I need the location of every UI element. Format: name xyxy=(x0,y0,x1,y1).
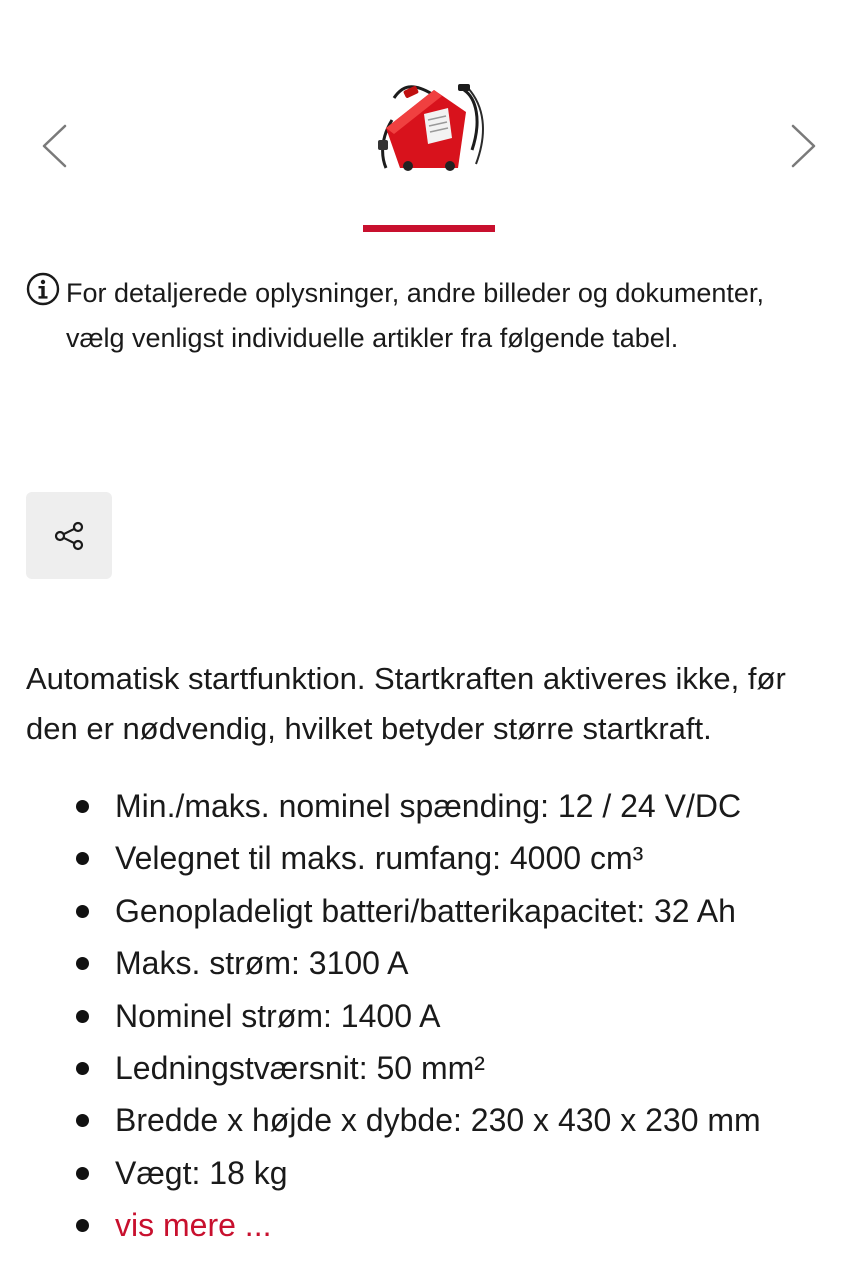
bullet-icon xyxy=(76,1219,89,1232)
info-note-line-2: vælg venligst individuelle artikler fra følgende tabel. xyxy=(66,323,679,353)
description-line-2: den er nødvendig, hvilket betyder større startkraft. xyxy=(26,711,712,746)
description-line-1: Automatisk startfunktion. Startkraften aktiveres ikke, før xyxy=(26,661,786,696)
product-description xyxy=(26,654,826,754)
feature-text: Min./maks. nominel spænding: 12 / 24 V/DC xyxy=(115,788,742,824)
product-image-carousel xyxy=(0,0,858,240)
bullet-icon xyxy=(76,852,89,865)
show-more-link[interactable]: vis mere ... xyxy=(115,1207,272,1244)
feature-item xyxy=(26,990,846,1042)
info-note-line-1: For detaljerede oplysninger, andre billeder og dokumenter, xyxy=(66,278,764,308)
feature-text: Nominel strøm: 1400 A xyxy=(115,997,441,1034)
battery-booster-image xyxy=(372,80,488,172)
share-button[interactable] xyxy=(26,492,112,579)
feature-text: Bredde x højde x dybde: 230 x 430 x 230 mm xyxy=(115,1102,761,1139)
info-icon xyxy=(26,272,60,306)
bullet-icon xyxy=(76,1010,89,1023)
feature-item xyxy=(26,885,846,937)
carousel-active-indicator xyxy=(363,225,495,232)
chevron-left-icon xyxy=(39,123,69,169)
product-thumbnail[interactable] xyxy=(372,80,488,172)
feature-text: Genopladeligt batteri/batterikapacitet: 32 Ah xyxy=(115,892,736,929)
feature-list xyxy=(26,780,846,1252)
feature-item xyxy=(26,1094,846,1146)
feature-item xyxy=(26,832,846,884)
share-icon xyxy=(52,519,86,553)
carousel-next-button[interactable] xyxy=(784,118,824,174)
bullet-icon xyxy=(76,1062,89,1075)
carousel-prev-button[interactable] xyxy=(34,118,74,174)
bullet-icon xyxy=(76,957,89,970)
bullet-icon xyxy=(76,1167,89,1180)
bullet-icon xyxy=(76,905,89,918)
feature-text: Velegnet til maks. rumfang: 4000 cm³ xyxy=(115,840,644,877)
feature-item xyxy=(26,780,846,832)
bullet-icon xyxy=(76,800,89,813)
feature-item xyxy=(26,937,846,989)
feature-text: Ledningstværsnit: 50 mm² xyxy=(115,1050,485,1087)
feature-text: Maks. strøm: 3100 A xyxy=(115,945,409,982)
feature-text: Vægt: 18 kg xyxy=(115,1154,288,1191)
feature-item-more xyxy=(26,1199,846,1251)
feature-item xyxy=(26,1042,846,1094)
feature-item xyxy=(26,1147,846,1199)
bullet-icon xyxy=(76,1114,89,1127)
chevron-right-icon xyxy=(789,123,819,169)
